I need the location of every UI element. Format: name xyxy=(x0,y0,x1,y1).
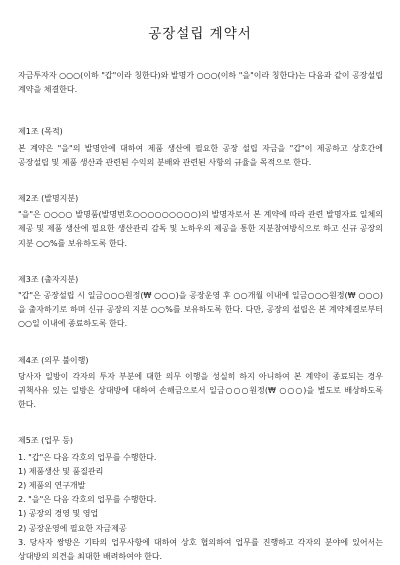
article-2-heading: 제2조 (발명지분) xyxy=(18,194,79,204)
article-5-line: 2) 제품의 연구개발 xyxy=(18,481,86,491)
article-5 xyxy=(18,434,383,564)
article-1 xyxy=(18,125,383,170)
article-2 xyxy=(18,192,383,251)
article-4 xyxy=(18,354,383,413)
article-4-text: 당사자 일방이 각자의 투자 부분에 대한 의무 이행을 성실히 하지 아니하여 본 계약이 종료되는 경우 귀책사유 있는 일방은 상대방에 대하여 손해금으로서 일금○○○원정(₩ ○○○)을 별도로 배상하도록 한다. xyxy=(18,371,383,410)
article-5-heading: 제5조 (업무 등) xyxy=(18,436,74,446)
article-5-line: 2) 공장운영에 필요한 자금제공 xyxy=(18,523,127,533)
article-5-line: 2. "을"은 다음 각호의 업무를 수행한다. xyxy=(18,495,157,505)
article-5-line: 1) 공장의 경영 및 영업 xyxy=(18,509,99,519)
article-3-heading: 제3조 (출자지분) xyxy=(18,274,79,284)
article-1-text: 본 계약은 "을"의 발명안에 대하여 제품 생산에 필요한 공장 설립 자금을 "갑"이 제공하고 상호간에 공장설립 및 제품 생산과 관련된 수익의 분배와 관련된 사항의 규율을 목적으로 한다. xyxy=(18,143,383,167)
article-5-line: 1. "갑"은 다음 각호의 업무를 수행한다. xyxy=(18,452,157,462)
article-2-text: "을"은 ○○○○ 발명품(발명번호○○○○○○○○○)의 발명자로서 본 계약에 따라 관련 발명자료 일체의 제공 및 제품 생산에 필요한 생산관리 감독 및 노하우의 제공을 통한 지분참여방식으로 하고 신규 공장의 지분 ○○%를 보유하도록 한다. xyxy=(18,210,383,248)
document-title: 공장설립 계약서 xyxy=(148,26,252,42)
article-5-line: 1) 제품생산 및 품질관리 xyxy=(18,466,104,476)
article-3-text: "갑"은 공장설립 시 일금○○○원정(₩ ○○○)을 공장운영 후 ○○개월 이내에 일금○○○원정(₩ ○○○)을 출자하기로 하며 신규 공장의 지분 ○○%를 보유하도록 한다. 다만, 공장의 설립은 본 계약체결로부터 ○○일 이내에 종료하도록 한다. xyxy=(18,291,383,329)
article-5-line: 3. 당사자 쌍방은 기타의 업무사항에 대하여 상호 협의하여 업무를 진행하고 각자의 분야에 있어서는 상대방의 의견을 최대한 배려하여야 한다. xyxy=(18,537,383,562)
article-4-heading: 제4조 (의무 불이행) xyxy=(18,355,89,365)
article-3 xyxy=(18,273,383,332)
document-body xyxy=(18,69,383,564)
intro-paragraph: 자금투자자 ○○○(이하 "갑"이라 칭한다)와 발명가 ○○○(이하 "을"이라 칭한다)는 다음과 같이 공장설립 계약을 체결한다. xyxy=(18,71,383,95)
article-1-heading: 제1조 (목적) xyxy=(18,127,63,137)
